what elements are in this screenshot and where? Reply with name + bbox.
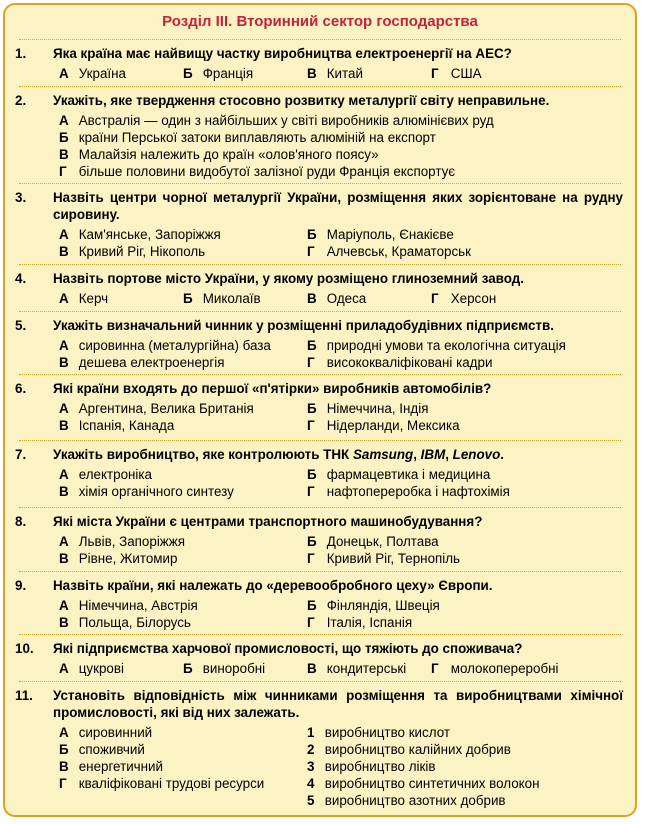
production-4[interactable]: 4 виробництво синтетичних волокон [307,776,540,791]
question-number: 9. [15,578,27,593]
option-c[interactable]: В Іспанія, Канада [59,418,175,433]
question-number: 11. [15,688,33,703]
option-d[interactable]: Г Нідерланди, Мексика [307,418,460,433]
question-text: Які міста України є центрами транспортного машинобудування? [53,514,483,529]
divider [19,39,621,40]
question-number: 10. [15,641,34,656]
question-number: 8. [15,514,27,529]
section-title: Розділ ІІІ. Вторинний сектор господарства [162,13,478,30]
option-a[interactable]: А Австралія — один з найбільших у світі виробників алюмінієвих руд [59,113,494,128]
option-c[interactable]: В дешева електроенергія [59,355,225,370]
question-text: Установіть відповідність між чинниками розміщення та виробництвами хімічної промисловості, які від них залежать. [53,688,623,720]
divider [19,571,621,572]
factor-c[interactable]: В енергетичний [59,759,164,774]
option-a[interactable]: А сировинна (металургійна) база [59,338,271,353]
question-number: 2. [15,93,27,108]
option-a[interactable]: А Львів, Запоріжжя [59,534,185,549]
factor-b[interactable]: Б споживчий [59,742,145,757]
production-3[interactable]: 3 виробництво ліків [307,759,436,774]
question-2 [15,92,623,180]
question-number: 7. [15,447,27,462]
option-c[interactable]: В Польща, Білорусь [59,615,191,630]
question-text: Укажіть, яке твердження стосовно розвитку металургії світу неправильне. [53,93,550,108]
option-a[interactable]: А Керч [59,291,109,306]
question-text: Які країни входять до першої «п'ятірки» виробників автомобілів? [53,381,492,396]
question-5 [15,317,623,371]
question-number: 6. [15,381,27,396]
option-a[interactable]: А Кам'янське, Запоріжжя [59,227,221,242]
question-8 [15,513,623,567]
question-10 [15,640,623,677]
question-11 [15,687,623,809]
option-c[interactable]: В кондитерські [307,661,407,676]
question-number: 3. [15,190,27,205]
question-text: Назвіть країни, які належать до «деревообробного цеху» Європи. [53,578,493,593]
option-b[interactable]: Б Фінляндія, Швеція [307,598,440,613]
option-d[interactable]: Г Кривий Ріг, Тернопіль [307,551,461,566]
matching-grid [59,724,623,809]
divider [19,440,621,441]
question-number: 1. [15,46,27,61]
divider [19,507,621,508]
option-a[interactable]: А цукрові [59,661,124,676]
option-b[interactable]: Б Франція [183,66,254,81]
question-number: 5. [15,318,27,333]
option-b[interactable]: Б країни Перської затоки виплавляють алюміній на експорт [59,130,436,145]
production-5[interactable]: 5 виробництво азотних добрив [307,793,506,808]
option-a[interactable]: А електроніка [59,467,153,482]
question-text: Укажіть визначальний чинник у розміщенні приладобудівних підприємств. [53,318,554,333]
option-a[interactable]: А Аргентина, Велика Британія [59,401,254,416]
question-3 [15,189,623,260]
question-text: Назвіть портове місто України, у якому розміщено глиноземний завод. [53,271,524,286]
option-d[interactable]: Г більше половини видобутої залізної руди Франція експортує [59,164,456,179]
factor-d[interactable]: Г кваліфіковані трудові ресурси [59,776,265,791]
option-d[interactable]: Г молокопереробні [431,661,559,676]
divider [19,264,621,265]
option-a[interactable]: А Німеччина, Австрія [59,598,198,613]
option-c[interactable]: В Кривий Ріг, Нікополь [59,244,206,259]
divider [19,86,621,87]
production-2[interactable]: 2 виробництво калійних добрив [307,742,511,757]
option-a[interactable]: А Україна [59,66,126,81]
divider [19,634,621,635]
divider [19,681,621,682]
option-b[interactable]: Б фармацевтика і медицина [307,467,491,482]
option-d[interactable]: Г Алчевськ, Краматорськ [307,244,472,259]
question-text: Укажіть виробництво, яке контролюють ТНК Samsung, IBM, Lenovo. [53,447,505,462]
question-card [3,3,637,817]
option-b[interactable]: Б Донецьк, Полтава [307,534,439,549]
divider [19,374,621,375]
empty-cell [59,792,307,809]
option-b[interactable]: Б Миколаїв [183,291,261,306]
option-b[interactable]: Б природні умови та екологічна ситуація [307,338,566,353]
production-1[interactable]: 1 виробництво кислот [307,725,450,740]
divider [19,183,621,184]
option-c[interactable]: В Рівне, Житомир [59,551,178,566]
question-number: 4. [15,271,27,286]
option-b[interactable]: Б Маріуполь, Єнакієве [307,227,454,242]
option-c[interactable]: В Малайзія належить до країн «олов'яного поясу» [59,147,379,162]
option-c[interactable]: В Одеса [307,291,367,306]
factor-a[interactable]: А сировинний [59,725,153,740]
question-text: Назвіть центри чорної металургії України, розміщення яких зорієнтоване на рудну сировину. [53,190,623,222]
option-d[interactable]: Г нафтопереробка і нафтохімія [307,484,510,499]
question-text: Які підприємства харчової промисловості, що тяжіють до споживача? [53,641,523,656]
option-d[interactable]: Г США [431,66,482,81]
option-c[interactable]: В Китай [307,66,363,81]
question-6 [15,380,623,434]
option-b[interactable]: Б Німеччина, Індія [307,401,429,416]
option-d[interactable]: Г Італія, Іспанія [307,615,413,630]
question-text: Яка країна має найвищу частку виробництва електроенергії на АЕС? [53,46,512,61]
option-b[interactable]: Б виноробні [183,661,266,676]
divider [19,311,621,312]
option-d[interactable]: Г Херсон [431,291,497,306]
question-7 [15,446,623,500]
question-1 [15,45,623,82]
question-9 [15,577,623,631]
option-c[interactable]: В хімія органічного синтезу [59,484,234,499]
option-d[interactable]: Г висококваліфіковані кадри [307,355,493,370]
question-4 [15,270,623,307]
